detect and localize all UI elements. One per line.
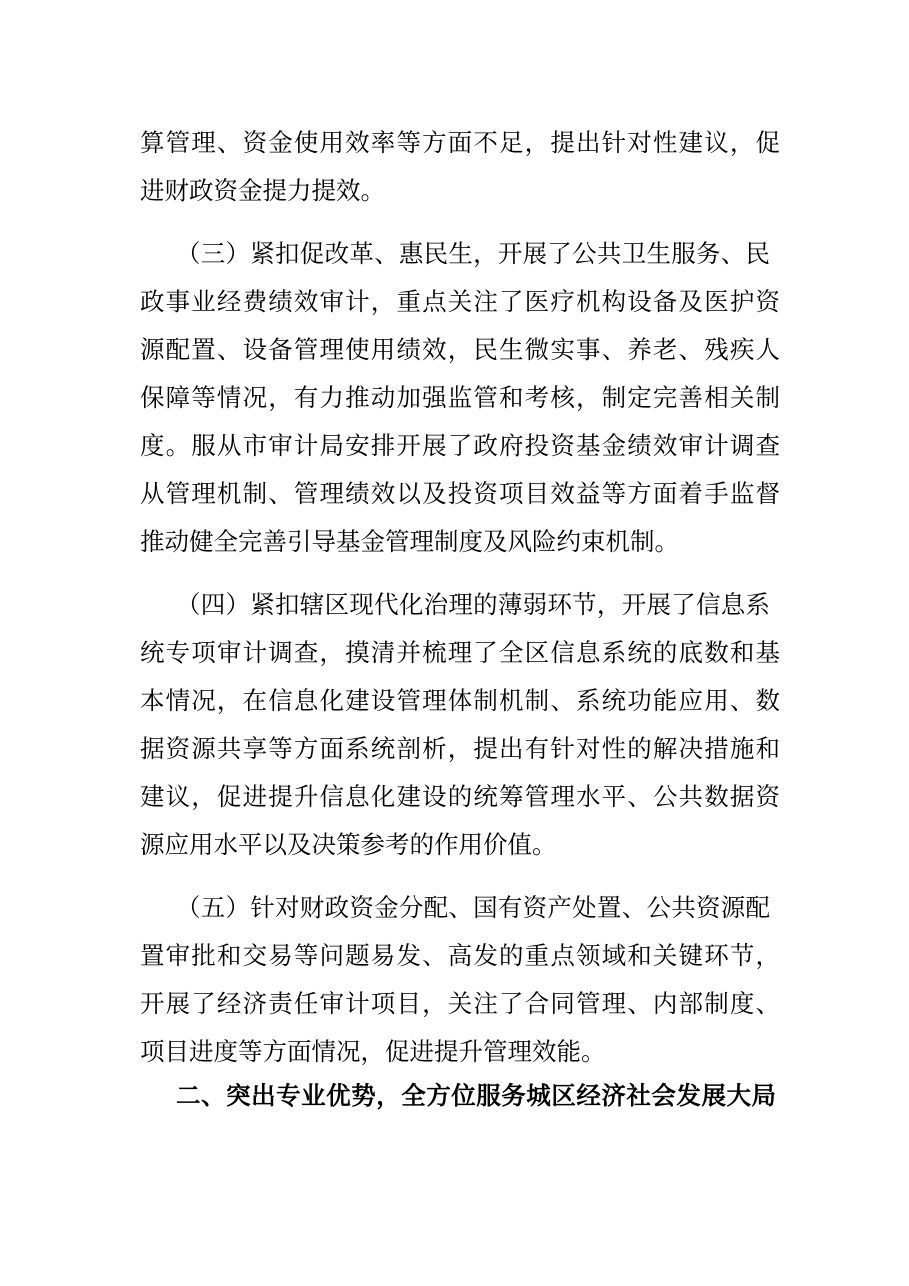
- paragraph-line: （五）针对财政资金分配、国有资产处置、公共资源配: [176, 893, 770, 922]
- paragraph-line: 建议，促进提升信息化建设的统筹管理水平、公共数据资: [140, 782, 780, 811]
- paragraph-line: 保障等情况，有力推动加强监管和考核，制定完善相关制: [140, 383, 780, 412]
- paragraph-line: （三）紧扣促改革、惠民生，开展了公共卫生服务、民: [176, 239, 770, 268]
- paragraph-line: 推动健全完善引导基金管理制度及风险约束机制。: [140, 527, 679, 556]
- paragraph-line: （四）紧扣辖区现代化治理的薄弱环节，开展了信息系: [176, 590, 770, 619]
- paragraph-line: 进财政资金提力提效。: [140, 176, 385, 205]
- paragraph-line: 从管理机制、管理绩效以及投资项目效益等方面着手监督: [140, 479, 780, 508]
- paragraph-line: 据资源共享等方面系统剖析，提出有针对性的解决措施和: [140, 734, 780, 763]
- paragraph-line: 项目进度等方面情况，促进提升管理效能。: [140, 1037, 606, 1066]
- paragraph-line: 政事业经费绩效审计，重点关注了医疗机构设备及医护资: [140, 287, 780, 316]
- paragraph-line: 源配置、设备管理使用绩效，民生微实事、养老、残疾人: [140, 335, 780, 364]
- paragraph-line: 本情况，在信息化建设管理体制机制、系统功能应用、数: [140, 686, 780, 715]
- paragraph-line: 度。服从市审计局安排开展了政府投资基金绩效审计调查: [140, 431, 780, 460]
- paragraph-line: 源应用水平以及决策参考的作用价值。: [140, 830, 557, 859]
- section-heading: 二、突出专业优势，全方位服务城区经济社会发展大局: [176, 1081, 776, 1110]
- paragraph-line: 置审批和交易等问题易发、高发的重点领域和关键环节，: [140, 941, 780, 970]
- paragraph-line: 算管理、资金使用效率等方面不足，提出针对性建议，促: [140, 128, 780, 157]
- paragraph-line: 统专项审计调查，摸清并梳理了全区信息系统的底数和基: [140, 638, 780, 667]
- paragraph-line: 开展了经济责任审计项目，关注了合同管理、内部制度、: [140, 989, 780, 1018]
